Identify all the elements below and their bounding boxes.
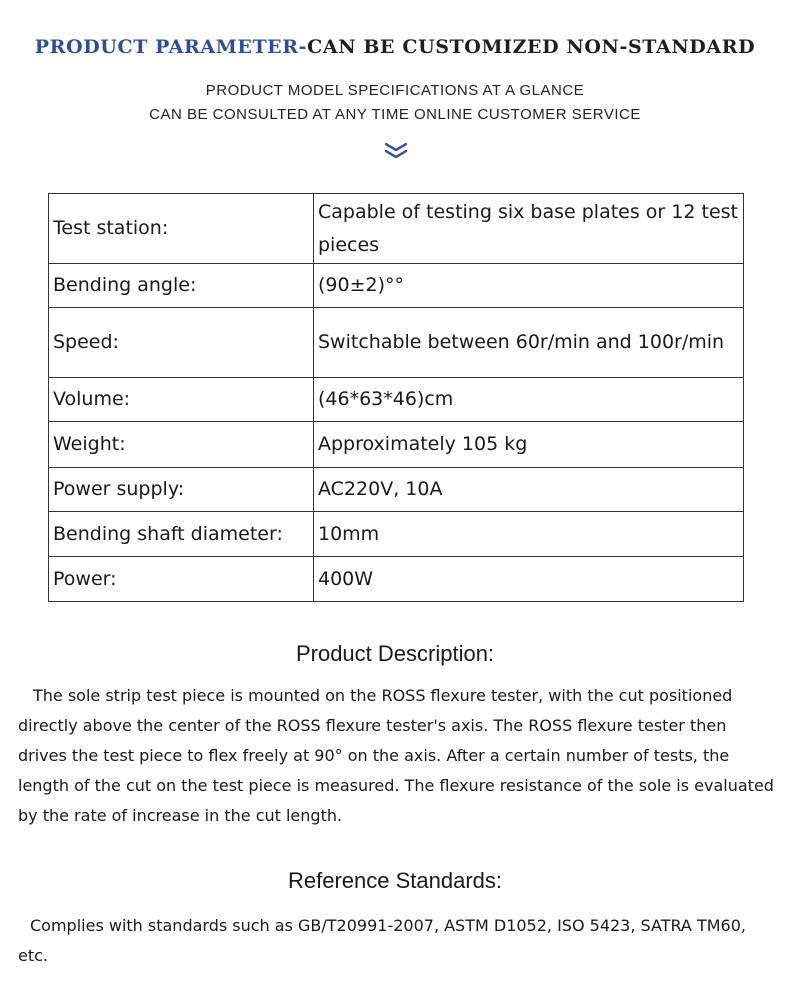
spec-value: 400W — [314, 557, 744, 602]
spec-value: (90±2)°° — [314, 264, 744, 308]
spec-label: Power: — [49, 557, 314, 602]
spec-label: Test station: — [49, 194, 314, 264]
spec-label: Bending angle: — [49, 264, 314, 308]
spec-value: (46*63*46)cm — [314, 378, 744, 422]
spec-table — [48, 193, 744, 602]
spec-value: Approximately 105 kg — [314, 422, 744, 468]
spec-value: 10mm — [314, 512, 744, 557]
double-chevron-down-icon — [383, 141, 409, 161]
subtitle-line-2: CAN BE CONSULTED AT ANY TIME ONLINE CUSTOMER SERVICE — [149, 106, 641, 123]
description-text: The sole strip test piece is mounted on the ROSS flexure tester, with the cut positioned directly above the center of the ROSS flexure tester's axis. The ROSS flexure tester then drives the test piece to flex freely at 90° on the axis. After a certain number of tests, the length of the cut on the test piece is measured. The flexure resistance of the sole is evaluated by the rate of increase in the cut length. — [18, 686, 774, 825]
page-title — [0, 36, 790, 58]
table-row — [49, 264, 744, 308]
spec-label: Power supply: — [49, 468, 314, 512]
spec-value: AC220V, 10A — [314, 468, 744, 512]
subtitle-line-1: PRODUCT MODEL SPECIFICATIONS AT A GLANCE — [205, 82, 585, 99]
spec-label: Speed: — [49, 308, 314, 378]
table-row — [49, 512, 744, 557]
spec-value: Capable of testing six base plates or 12 test pieces — [314, 194, 744, 264]
page-title-main: CAN BE CUSTOMIZED NON-STANDARD — [307, 36, 756, 58]
table-row — [49, 468, 744, 512]
table-row — [49, 378, 744, 422]
spec-value: Switchable between 60r/min and 100r/min — [314, 308, 744, 378]
standards-text: Complies with standards such as GB/T20991-2007, ASTM D1052, ISO 5423, SATRA TM60, etc. — [18, 916, 746, 965]
page-title-accent: PRODUCT PARAMETER- — [34, 36, 308, 58]
description-heading: Product Description: — [295, 641, 495, 666]
table-row — [49, 194, 744, 264]
spec-label: Bending shaft diameter: — [49, 512, 314, 557]
table-row — [49, 308, 744, 378]
spec-label: Volume: — [49, 378, 314, 422]
spec-label: Weight: — [49, 422, 314, 468]
standards-heading: Reference Standards: — [287, 868, 503, 893]
table-row — [49, 422, 744, 468]
table-row — [49, 557, 744, 602]
